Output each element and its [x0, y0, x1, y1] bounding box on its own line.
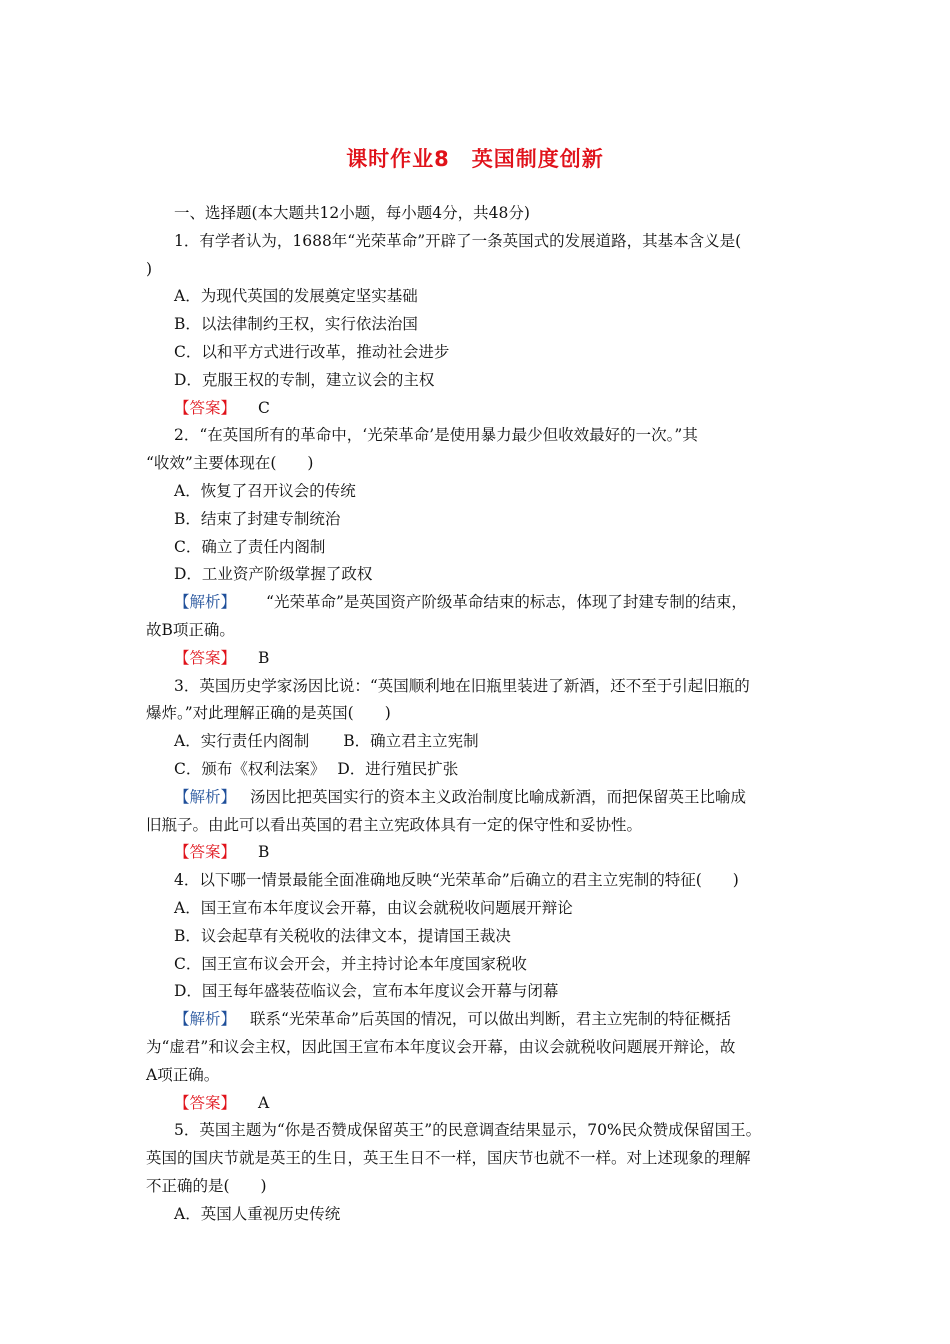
q4-analysis-cont-2: A项正确。: [146, 1065, 220, 1084]
q2-option-d: D．工业资产阶级掌握了政权: [174, 565, 373, 584]
answer-tag: 【答案】: [174, 648, 237, 667]
q2-answer-row: [146, 645, 811, 673]
page-title: 课时作业8 英国制度创新: [346, 147, 604, 171]
answer-tag: 【答案】: [174, 843, 237, 862]
q2-analysis-cont: 故B项正确。: [146, 620, 235, 639]
q1-answer-row: [146, 395, 811, 423]
q1-option-c: C．以和平方式进行改革，推动社会进步: [174, 342, 450, 361]
analysis-tag: 【解析】: [174, 1010, 237, 1029]
q1-answer: C: [258, 398, 270, 417]
q2-answer: B: [258, 648, 270, 667]
section-heading: 一、选择题(本大题共12小题，每小题4分，共48分): [174, 204, 530, 222]
q2-option-c: C．确立了责任内阁制: [174, 537, 326, 556]
q4-option-a: A．国王宣布本年度议会开幕，由议会就税收问题展开辩论: [174, 898, 573, 917]
question-1-stem: 1．有学者认为，1688年“光荣革命”开辟了一条英国式的发展道路，其基本含义是(: [174, 231, 742, 250]
q3-analysis-row: [146, 784, 811, 812]
q2-analysis: “光荣革命”是英国资产阶级革命结束的标志，体现了封建专制的结束，: [266, 593, 747, 612]
q3-option-b: B．确立君主立宪制: [343, 732, 479, 751]
q4-option-c: C．国王宣布议会开会，并主持讨论本年度国家税收: [174, 954, 527, 973]
q3-answer: B: [258, 843, 270, 862]
q1-option-a: A．为现代英国的发展奠定坚实基础: [174, 287, 418, 306]
q2-analysis-row: [146, 589, 811, 617]
q3-option-d: D．进行殖民扩张: [337, 759, 459, 778]
q5-option-a: A．英国人重视历史传统: [174, 1204, 341, 1223]
question-list: [146, 200, 811, 1228]
q1-option-d: D．克服王权的专制，建立议会的主权: [174, 370, 435, 389]
analysis-tag: 【解析】: [174, 787, 237, 806]
q3-analysis-cont: 旧瓶子。由此可以看出英国的君主立宪政体具有一定的保守性和妥协性。: [146, 815, 643, 834]
question-4-stem: 4．以下哪一情景最能全面准确地反映“光荣革命”后确立的君主立宪制的特征( ): [174, 871, 739, 890]
question-5-stem-cont-2: 不正确的是( ): [146, 1176, 267, 1195]
q4-answer: A: [258, 1093, 270, 1112]
q2-option-b: B．结束了封建专制统治: [174, 509, 341, 528]
q4-analysis-row: [146, 1006, 811, 1034]
question-3-stem: 3．英国历史学家汤因比说：“英国顺利地在旧瓶里装进了新酒，还不至于引起旧瓶的: [174, 676, 750, 695]
answer-tag: 【答案】: [174, 1093, 237, 1112]
q4-analysis-cont: 为“虚君”和议会主权，因此国王宣布本年度议会开幕，由议会就税收问题展开辩论，故: [146, 1037, 736, 1056]
q4-answer-row: [146, 1090, 811, 1118]
question-1-stem-cont: ): [146, 259, 153, 278]
analysis-tag: 【解析】: [174, 593, 237, 612]
q4-option-d: D．国王每年盛装莅临议会，宣布本年度议会开幕与闭幕: [174, 982, 559, 1001]
q2-option-a: A．恢复了召开议会的传统: [174, 481, 356, 500]
q4-analysis: 联系“光荣革命”后英国的情况，可以做出判断，君主立宪制的特征概括: [250, 1010, 731, 1029]
q4-option-b: B．议会起草有关税收的法律文本，提请国王裁决: [174, 926, 511, 945]
question-2-stem: 2．“在英国所有的革命中，‘光荣革命’是使用暴力最少但收效最好的一次。”其: [174, 426, 698, 445]
question-3-stem-cont: 爆炸。”对此理解正确的是英国( ): [146, 704, 391, 723]
q3-analysis: 汤因比把英国实行的资本主义政治制度比喻成新酒，而把保留英王比喻成: [250, 787, 747, 806]
q3-option-c: C．颁布《权利法案》: [174, 759, 326, 778]
question-2-stem-cont: “收效”主要体现在( ): [146, 454, 314, 473]
q3-options-cd: [146, 756, 811, 784]
q3-options-ab: [146, 728, 811, 756]
q3-answer-row: [146, 839, 811, 867]
q1-option-b: B．以法律制约王权，实行依法治国: [174, 315, 418, 334]
q3-option-a: A．实行责任内阁制: [174, 732, 310, 751]
answer-tag: 【答案】: [174, 398, 237, 417]
question-5-stem: 5．英国主题为“你是否赞成保留英王”的民意调查结果显示，70%民众赞成保留国王。: [174, 1121, 762, 1140]
question-5-stem-cont: 英国的国庆节就是英王的生日，英王生日不一样，国庆节也就不一样。对上述现象的理解: [146, 1149, 751, 1168]
